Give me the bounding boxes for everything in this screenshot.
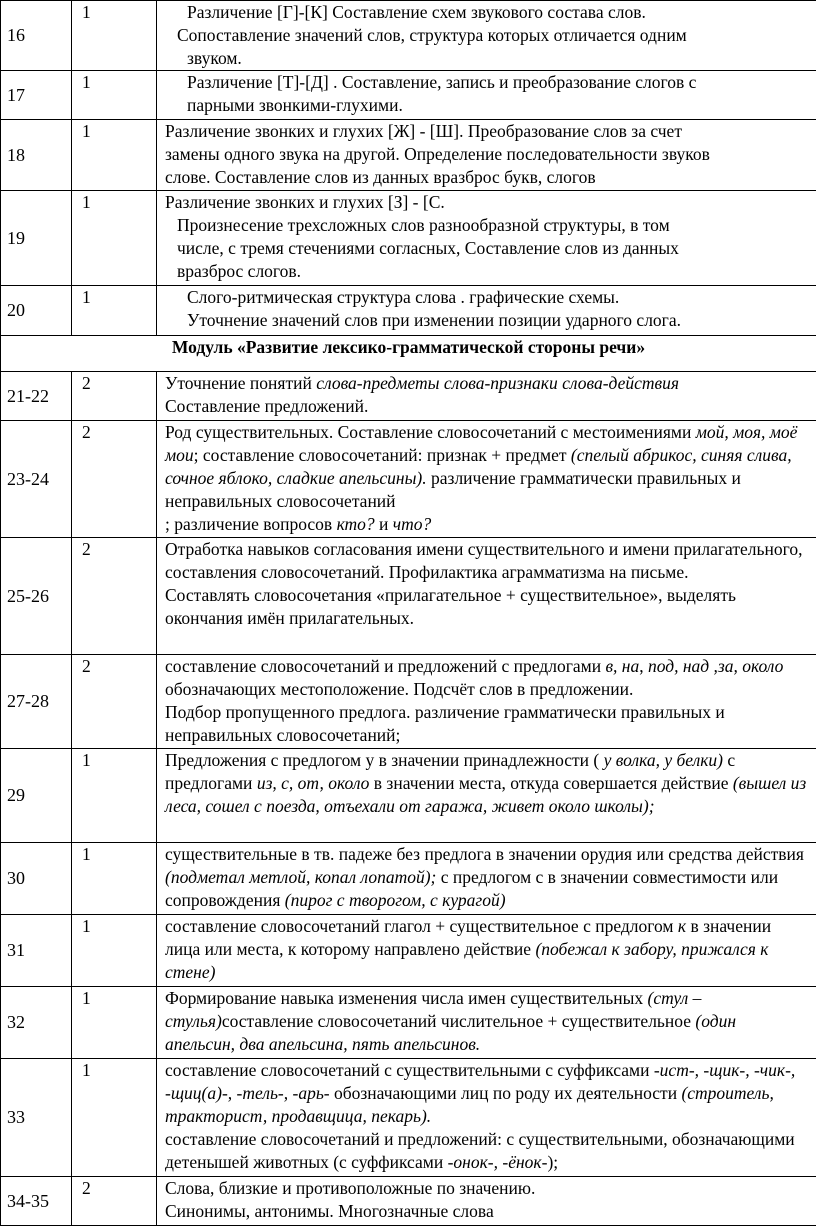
topic-line: Произнесение трехсложных слов разнообразной структуры, в том [165,214,810,237]
topic-line: Различение [Т]-[Д] . Составление, запись и преобразование слогов с [165,71,810,94]
lesson-number: 31 [1,915,72,987]
lesson-number: 29 [1,749,72,843]
topic-paragraph [165,987,810,1056]
lesson-hours: 1 [72,71,157,120]
topic-italic: у волка, у белки) [604,750,723,770]
lesson-topic [157,1059,816,1177]
lesson-number: 34-35 [1,1177,72,1226]
topic-text: составление словосочетаний числительное + существительное [222,1011,696,1031]
topic-paragraph [165,843,810,912]
lesson-hours: 2 [72,655,157,749]
lesson-hours: 1 [72,843,157,915]
topic-paragraph: Отработка навыков согласования имени существительного и имени прилагательного, составления словосочетаний. Профилактика аграмматизма на письме. [165,538,810,584]
lesson-topic [157,372,816,421]
lesson-hours: 1 [72,286,157,336]
topic-paragraph [165,513,810,536]
topic-italic: -ист-, -щик-, -чик-, -щиц(а)-, -тель-, -арь- [165,1060,795,1103]
topic-line: слове. Составление слов из данных вразброс букв, слогов [165,166,810,189]
table-row [1,71,816,120]
table-row [1,421,816,538]
topic-line: Слого-ритмическая структура слова . графические схемы. [165,286,810,309]
topic-line: Составление предложений. [165,395,810,418]
lesson-number: 25-26 [1,538,72,655]
lesson-hours: 1 [72,120,157,191]
topic-line: Сопоставление значений слов, структура которых отличается одним [165,24,810,47]
topic-italic: что? [393,514,432,534]
table-row [1,749,816,843]
topic-text: обозначающих местоположение. Подсчёт слов в предложении. [165,679,633,699]
topic-text: с предлогом с в значении совместимости или сопровождения [165,867,778,910]
topic-line: Различение звонких и глухих [З] - [С. [165,191,810,214]
module-heading: Модуль «Развитие лексико-грамматической стороны речи» [1,336,816,372]
topic-italic: (стул – стулья) [165,988,701,1031]
table-row [1,372,816,421]
table-row [1,1059,816,1177]
lesson-number: 19 [1,191,72,286]
table-row [1,191,816,286]
lesson-topic [157,191,816,286]
lesson-topic [157,843,816,915]
topic-text: , [639,656,648,676]
module-row [1,336,816,372]
topic-italic: слова-предметы слова-признаки слова-действия [316,373,679,393]
topic-text: составление словосочетаний и предложений с предлогами [165,656,605,676]
table-row [1,843,816,915]
table-row [1,1177,816,1226]
topic-italic: кто? [337,514,375,534]
lesson-number: 23-24 [1,421,72,538]
lesson-topic [157,1177,816,1226]
topic-italic: (один апельсин, два апельсина, пять апельсинов. [165,1011,736,1054]
table-row [1,655,816,749]
table-row [1,987,816,1059]
lesson-number: 18 [1,120,72,191]
topic-text: в значении места, откуда совершается действие [369,773,732,793]
topic-italic: (побежал к забору, прижался к стене) [165,939,768,982]
topic-paragraph [165,1059,810,1128]
topic-line: вразброс слогов. [165,260,810,283]
topic-text: обозначающими лиц по роду их деятельности [330,1083,682,1103]
topic-text: Формирование навыка изменения числа имен существительных [165,988,648,1008]
topic-text: Род существительных. Составление словосочетаний с местоимениями [165,422,696,442]
lesson-hours: 1 [72,1,157,71]
topic-italic: (пирог с творогом, с курагой) [285,890,506,910]
lesson-hours: 2 [72,421,157,538]
lesson-topic [157,1,816,71]
lesson-hours: 1 [72,1059,157,1177]
topic-line: замены одного звука на другой. Определение последовательности звуков [165,143,810,166]
table-row [1,286,816,336]
lesson-topic [157,987,816,1059]
topic-italic: из, с, от, около [257,773,370,793]
lesson-topic [157,421,816,538]
topic-text: в значении лица или места, к которому направлено действие [165,916,771,959]
topic-paragraph [165,421,810,513]
lesson-topic [157,749,816,843]
lesson-number: 21-22 [1,372,72,421]
topic-text: и [375,514,393,534]
topic-paragraph [165,1128,810,1174]
lesson-hours: 2 [72,538,157,655]
topic-text: ; различение вопросов [165,514,337,534]
topic-italic: в, на [605,656,639,676]
topic-italic: мой, моя, моё мои [165,422,797,465]
topic-line: звуком. [165,47,810,70]
topic-text: Предложения с предлогом у в значении принадлежности ( [165,750,604,770]
table-row [1,915,816,987]
topic-paragraph [165,749,810,818]
topic-line: Синонимы, антонимы. Многозначные слова [165,1200,810,1223]
topic-italic: (подметал метлой, копал лопатой); [165,867,436,887]
lesson-number: 33 [1,1059,72,1177]
topic-paragraph [165,655,810,701]
topic-text: Уточнение понятий [165,373,316,393]
topic-line: Различение [Г]-[К] Составление схем звукового состава слов. [165,1,810,24]
lesson-hours: 1 [72,191,157,286]
topic-line: Уточнение значений слов при изменении позиции ударного слога. [165,309,810,332]
lesson-number: 30 [1,843,72,915]
topic-line: Слова, близкие и противоположные по значению. [165,1177,810,1200]
lesson-hours: 2 [72,372,157,421]
lesson-number: 17 [1,71,72,120]
lesson-hours: 1 [72,749,157,843]
topic-italic: под, над ,за, около [648,656,783,676]
lesson-number: 20 [1,286,72,336]
table-row [1,120,816,191]
topic-text: ); [547,1152,558,1172]
topic-italic: (вышел из леса, сошел с поезда, отъехали от гаража, живет около школы); [165,773,806,816]
lesson-topic [157,71,816,120]
lesson-hours: 2 [72,1177,157,1226]
topic-italic: к [678,916,686,936]
topic-italic: (строитель, тракторист, продавщица, пекарь). [165,1083,774,1126]
topic-paragraph: Составлять словосочетания «прилагательное + существительное», выделять окончания имён прилагательных. [165,584,810,630]
topic-text: ; составление словосочетаний: признак + предмет [194,445,571,465]
lesson-hours: 1 [72,915,157,987]
topic-text: различение грамматически правильных и неправильных словосочетаний [165,468,741,511]
lesson-topic [157,538,816,655]
lesson-topic [157,655,816,749]
topic-text: составление словосочетаний глагол + существительное с предлогом [165,916,678,936]
lesson-topic [157,915,816,987]
topic-text: с предлогами [165,750,735,793]
lesson-topic [157,286,816,336]
topic-paragraph [165,915,810,984]
topic-text: составление словосочетаний и предложений: с существительными, обозначающими детенышей животных (с суффиксами [165,1129,795,1172]
lesson-topic [157,120,816,191]
topic-line [165,372,810,395]
topic-italic: (спелый абрикос, синяя слива, сочное яблоко, сладкие апельсины). [165,445,792,488]
topic-paragraph: Подбор пропущенного предлога. различение грамматически правильных и неправильных словосочетаний; [165,701,810,747]
topic-line: парными звонкими-глухими. [165,94,810,117]
topic-text: существительные в тв. падеже без предлога в значении орудия или средства действия [165,844,804,864]
topic-line: числе, с тремя стечениями согласных, Составление слов из данных [165,237,810,260]
table-row [1,538,816,655]
topic-line: Различение звонких и глухих [Ж] - [Ш]. Преобразование слов за счет [165,120,810,143]
topic-text: составление словосочетаний с существительными с суффиксами [165,1060,654,1080]
table-row [1,1,816,71]
topic-italic: -онок-, -ёнок- [448,1152,548,1172]
lesson-hours: 1 [72,987,157,1059]
lesson-number: 32 [1,987,72,1059]
lesson-number: 16 [1,1,72,71]
lesson-number: 27-28 [1,655,72,749]
